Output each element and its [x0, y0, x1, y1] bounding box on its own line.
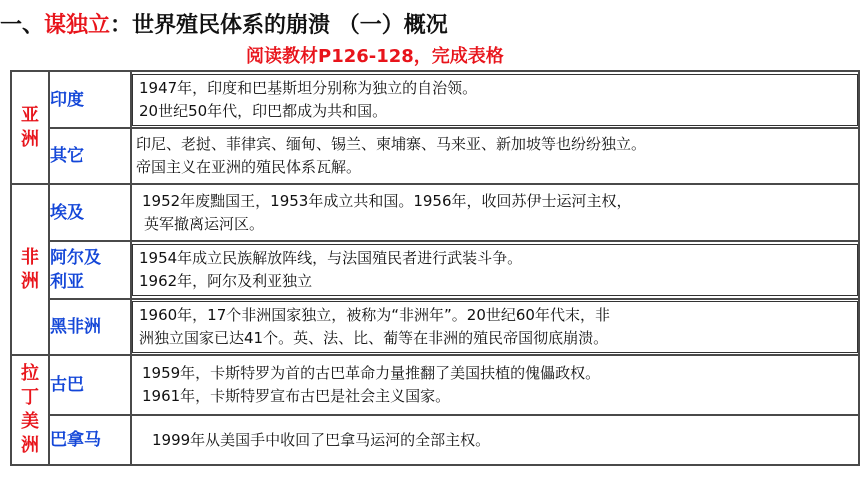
table-row-black-africa: [11, 299, 859, 355]
table-row-asia-other: [11, 128, 859, 184]
country-black-africa: 黑非洲: [49, 299, 131, 355]
title-rest: ：世界殖民体系的崩溃 （一）概况: [110, 13, 448, 38]
page-title: [0, 8, 448, 38]
desc-black-africa: 1960年，17个非洲国家独立，被称为“非洲年”。20世纪60年代末，非 洲独立国家已达41个。英、法、比、葡等在非洲的殖民帝国彻底崩溃。: [132, 301, 858, 353]
desc-asia-other: 印尼、老挝、菲律宾、缅甸、锡兰、柬埔寨、马来亚、新加坡等也纷纷独立。 帝国主义在亚洲的殖民体系瓦解。: [136, 135, 647, 176]
region-asia: 亚 洲: [11, 71, 49, 184]
table-row-algeria: [11, 241, 859, 299]
country-panama: 巴拿马: [49, 415, 131, 465]
table-row-cuba: [11, 355, 859, 415]
desc-algeria: 1954年成立民族解放阵线，与法国殖民者进行武装斗争。 1962年，阿尔及利亚独立: [132, 244, 858, 296]
instruction-text: 阅读教材P126-128，完成表格: [246, 46, 504, 67]
desc-india: 1947年，印度和巴基斯坦分别称为独立的自治领。 20世纪50年代，印巴都成为共和国。: [132, 74, 858, 126]
country-india: 印度: [49, 71, 131, 128]
country-egypt: 埃及: [49, 184, 131, 241]
table-row-egypt: [11, 184, 859, 241]
title-highlight: 谋独立: [44, 13, 111, 38]
table-row-panama: [11, 415, 859, 465]
independence-table: [10, 70, 860, 466]
title-prefix: 一、: [0, 13, 45, 38]
region-africa: 非 洲: [11, 184, 49, 355]
country-cuba: 古巴: [49, 355, 131, 415]
desc-panama: 1999年从美国手中收回了巴拿马运河的全部主权。: [152, 430, 491, 449]
table-row-india: [11, 71, 859, 128]
region-latin-america: 拉 丁 美 洲: [11, 355, 49, 465]
country-asia-other: 其它: [49, 128, 131, 184]
desc-cuba: 1959年，卡斯特罗为首的古巴革命力量推翻了美国扶植的傀儡政权。 1961年，卡斯特罗宣布古巴是社会主义国家。: [142, 364, 601, 405]
country-algeria: 阿尔及 利亚: [49, 241, 131, 299]
desc-egypt: 1952年废黜国王，1953年成立共和国。1956年，收回苏伊士运河主权， 英军撤离运河区。: [142, 191, 632, 233]
